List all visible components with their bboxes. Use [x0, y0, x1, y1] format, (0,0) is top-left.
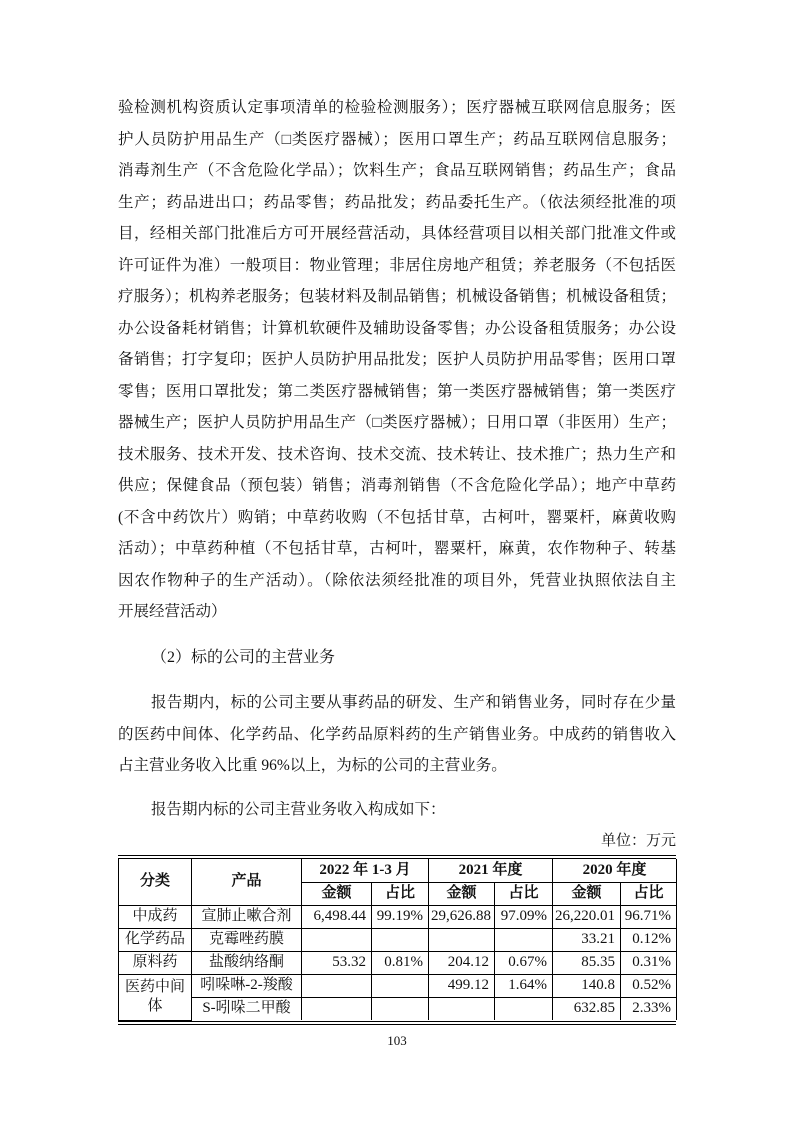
cell-value: 0.67%	[495, 951, 553, 974]
text-line: 占主营业务收入比重 96%以上，为标的公司的主营业务。	[118, 757, 507, 774]
header-product: 产品	[192, 859, 302, 905]
cell-value: 97.09%	[495, 905, 553, 928]
text-line: (不含中药饮片）购销；中草药收购（不包括甘草，古柯叶，罂粟杆，麻黄收购	[118, 508, 676, 526]
cell-value	[302, 928, 372, 951]
cell-value: 0.12%	[621, 928, 677, 951]
text-line: 活动）；中草药种植（不包括甘草，古柯叶，罂粟杆，麻黄，农作物种子、转基	[118, 540, 676, 557]
table-row	[119, 997, 677, 1020]
text-line: 验检测机构资质认定事项清单的检验检测服务）；医疗器械互联网信息服务；医	[118, 99, 676, 116]
section-heading: （2）标的公司的主营业务	[151, 648, 336, 666]
cell-category: 原料药	[119, 951, 192, 974]
cell-category: 中成药	[119, 905, 192, 928]
cell-product: 盐酸纳络酮	[192, 951, 302, 974]
cell-product: 克霉唑药膜	[192, 928, 302, 951]
cell-value: 1.64%	[495, 974, 553, 997]
header-period-2020: 2020 年度	[553, 859, 677, 882]
header-period-2021: 2021 年度	[429, 859, 553, 882]
revenue-table	[118, 859, 677, 1021]
table-row	[119, 928, 677, 951]
cell-value: 632.85	[553, 997, 621, 1020]
text-line: 办公设备耗材销售；计算机软硬件及辅助设备零售；办公设备租赁服务；办公设	[118, 319, 676, 337]
cell-value	[495, 928, 553, 951]
cell-value: 6,498.44	[302, 905, 372, 928]
cell-value: 2.33%	[621, 997, 677, 1020]
header-category: 分类	[119, 859, 192, 905]
cell-value: 96.71%	[621, 905, 677, 928]
text-line: 疗服务）；机构养老服务；包装材料及制品销售；机械设备销售；机械设备租赁；	[118, 288, 676, 305]
text-line: 目，经相关部门批准后方可开展经营活动，具体经营项目以相关部门批准文件或	[118, 225, 676, 242]
header-amount: 金额	[302, 882, 372, 905]
cell-value	[429, 997, 495, 1020]
cell-value	[429, 928, 495, 951]
cell-product: S-吲哚二甲酸	[192, 997, 302, 1020]
text-line: 备销售；打字复印；医护人员防护用品批发；医护人员防护用品零售；医用口罩	[118, 351, 676, 368]
cell-value: 99.19%	[372, 905, 429, 928]
cell-value	[372, 974, 429, 997]
cell-value: 0.52%	[621, 974, 677, 997]
table-row	[119, 974, 677, 997]
text-line: 护人员防护用品生产（□类医疗器械）；医用口罩生产；药品互联网信息服务；	[118, 130, 676, 148]
cell-value	[495, 997, 553, 1020]
table-intro-line: 报告期内标的公司主营业务收入构成如下：	[151, 800, 446, 818]
cell-value: 140.8	[553, 974, 621, 997]
cell-value: 26,220.01	[553, 905, 621, 928]
cell-value: 85.35	[553, 951, 621, 974]
page-number: 103	[387, 1032, 407, 1048]
summary-paragraph	[118, 687, 676, 782]
cell-value	[372, 997, 429, 1020]
cell-value	[302, 974, 372, 997]
unit-label: 单位：万元	[600, 833, 676, 849]
cell-value: 499.12	[429, 974, 495, 997]
text-line: 技术服务、技术开发、技术咨询、技术交流、技术转让、技术推广；热力生产和	[118, 445, 676, 463]
text-line: 许可证件为准）一般项目：物业管理；非居住房地产租赁；养老服务（不包括医	[118, 256, 676, 274]
header-period-2022: 2022 年 1-3 月	[302, 859, 429, 882]
cell-value: 0.81%	[372, 951, 429, 974]
table-row	[119, 905, 677, 928]
cell-category: 医药中间体	[119, 974, 192, 1020]
header-amount: 金额	[429, 882, 495, 905]
cell-category: 化学药品	[119, 928, 192, 951]
cell-value: 204.12	[429, 951, 495, 974]
text-line: 报告期内，标的公司主要从事药品的研发、生产和销售业务，同时存在少量	[151, 694, 676, 711]
cell-value: 33.21	[553, 928, 621, 951]
cell-product: 吲哚啉-2-羧酸	[192, 974, 302, 997]
header-ratio: 占比	[495, 882, 553, 905]
header-amount: 金额	[553, 882, 621, 905]
text-line: 器械生产；医护人员防护用品生产（□类医疗器械）；日用口罩（非医用）生产；	[118, 414, 676, 431]
text-line: 生产；药品进出口；药品零售；药品批发；药品委托生产。（依法须经批准的项	[118, 193, 676, 211]
table-header-row	[119, 859, 677, 882]
cell-value	[372, 928, 429, 951]
business-scope-paragraph	[118, 92, 676, 628]
text-line: 的医药中间体、化学药品、化学药品原料药的生产销售业务。中成药的销售收入	[118, 725, 676, 743]
cell-value: 29,626.88	[429, 905, 495, 928]
cell-value	[302, 997, 372, 1020]
text-line: 消毒剂生产（不含危险化学品）；饮料生产；食品互联网销售；药品生产；食品	[118, 162, 676, 179]
cell-value: 53.32	[302, 951, 372, 974]
revenue-table-wrapper	[118, 855, 676, 1025]
header-ratio: 占比	[372, 882, 429, 905]
table-row	[119, 951, 677, 974]
text-line: 开展经营活动）	[118, 603, 227, 620]
text-line: 供应；保健食品（预包装）销售；消毒剂销售（不含危险化学品）；地产中草药	[118, 477, 676, 494]
text-line: 因农作物种子的生产活动）。（除依法须经批准的项目外，凭营业执照依法自主	[118, 571, 676, 589]
header-ratio: 占比	[621, 882, 677, 905]
text-line: 零售；医用口罩批发；第二类医疗器械销售；第一类医疗器械销售；第一类医疗	[118, 382, 676, 400]
cell-value: 0.31%	[621, 951, 677, 974]
cell-product: 宣肺止嗽合剂	[192, 905, 302, 928]
